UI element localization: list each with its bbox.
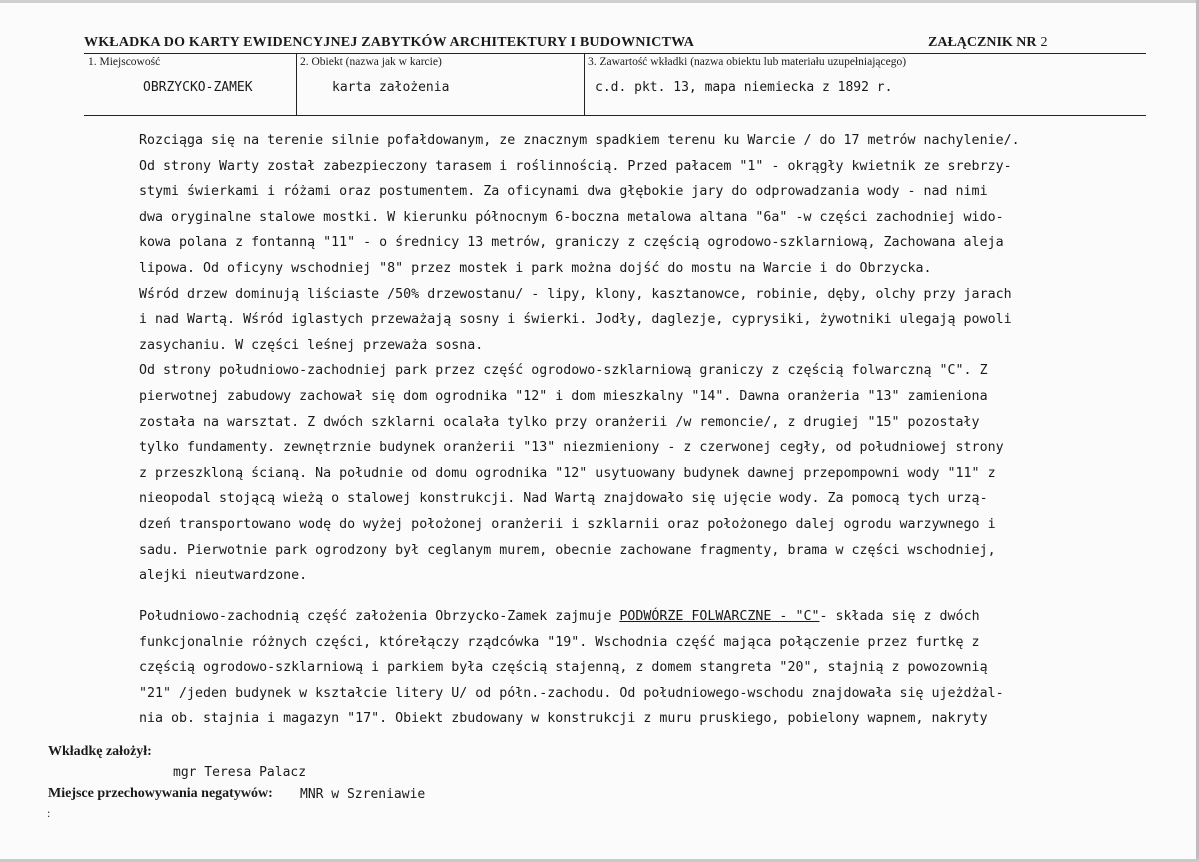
text-line: kowa polana z fontanną "11" - o średnicy 13 metrów, graniczy z częścią ogrodowo-szklarniową, Zachowana aleja <box>139 235 1004 251</box>
form-title: WKŁADKA DO KARTY EWIDENCYJNEJ ZABYTKÓW ARCHITEKTURY I BUDOWNICTWA <box>84 35 695 50</box>
text-line <box>139 604 1059 630</box>
content-value: c.d. pkt. 13, mapa niemiecka z 1892 r. <box>595 80 893 95</box>
content-label: 3. Zawartość wkładki (nazwa obiektu lub materiału uzupełniającego) <box>588 56 907 68</box>
author-label: Wkładkę założył: <box>48 744 152 759</box>
text-line: alejki nieutwardzone. <box>139 568 308 584</box>
negatives-value: MNR w Szreniawie <box>300 787 426 802</box>
text-line: Od strony Warty został zabezpieczony tarasem i roślinnością. Przed pałacem "1" - okrągły kwietnik ze srebrzy- <box>139 158 1012 174</box>
colon-mark: : <box>47 806 51 820</box>
attachment-heading <box>928 35 1048 51</box>
text-segment: - składa się z dwóch <box>819 609 980 624</box>
underlined-heading: PODWÓRZE FOLWARCZNE - "C" <box>619 609 820 624</box>
text-line: sadu. Pierwotnie park ogrodzony był ceglanym murem, obecnie zachowane fragmenty, brama w części wschodniej, <box>139 542 996 558</box>
attachment-number: 2 <box>1040 35 1048 50</box>
text-segment: Południowo-zachodnią część założenia Obrzycko-Zamek zajmuje <box>139 609 620 624</box>
text-line: funkcjonalnie różnych części, którełączy rządcówka "19". Wschodnia część mająca połączenie przez furtkę z <box>139 634 980 650</box>
header-rule <box>84 53 1146 54</box>
text-line: Wśród drzew dominują liściaste /50% drzewostanu/ - lipy, klony, kasztanowce, robinie, dęby, olchy przy jarach <box>139 286 1012 302</box>
author-value: mgr Teresa Palacz <box>173 765 307 780</box>
locality-label: 1. Miejscowość <box>88 56 161 68</box>
scan-edge-top <box>0 0 1199 3</box>
text-line: nieopodal stojącą wieżą o stalowej konstrukcji. Nad Wartą znajdowało się ujęcie wody. Za pomocą tych urzą- <box>139 491 988 507</box>
text-line: zasychaniu. W części leśnej przeważa sosna. <box>139 337 484 353</box>
text-line: dwa oryginalne stalowe mostki. W kierunku północnym 6-boczna metalowa altana "6a" -w części zachodniej wido- <box>139 209 1004 225</box>
body-paragraph-1 <box>139 128 1059 589</box>
text-line: pierwotnej zabudowy zachował się dom ogrodnika "12" i dom mieszkalny "14". Dawna oranżeria "13" zamieniona <box>139 388 988 404</box>
locality-value: OBRZYCKO-ZAMEK <box>143 80 253 95</box>
attachment-label: ZAŁĄCZNIK NR <box>928 35 1037 50</box>
text-line: tylko fundamenty. zewnętrznie budynek oranżerii "13" niezmieniony - z czerwonej cegły, od południowej strony <box>139 440 1004 456</box>
text-line: stymi świerkami i różami oraz postumentem. Za oficynami dwa głębokie jary do odprowadzania wody - nad nimi <box>139 184 988 200</box>
text-line: została na warsztat. Z dwóch szklarni ocalała tylko przy oranżerii /w remoncie/, z drugiej "15" pozostały <box>139 414 980 430</box>
text-line: Rozciąga się na terenie silnie pofałdowanym, ze znacznym spadkiem terenu ku Warcie / do 17 metrów nachylenie/. <box>139 133 1020 148</box>
text-line: z przeszkloną ścianą. Na południe od domu ogrodnika "12" usytuowany budynek dawnej przepompowni wody "11" z <box>139 465 996 481</box>
object-label: 2. Obiekt (nazwa jak w karcie) <box>300 56 442 68</box>
fields-bottom-rule <box>84 115 1146 116</box>
text-line: i nad Wartą. Wśród iglastych przeważają sosny i świerki. Jodły, daglezje, cyprysiki, żywotniki ulegają powoli <box>139 312 1012 328</box>
body-paragraph-2 <box>139 604 1059 732</box>
text-line: Od strony południowo-zachodniej park przez część ogrodowo-szklarniową graniczy z częścią folwarczną "C". Z <box>139 363 988 379</box>
text-line: dzeń transportowano wodę do wyżej położonej oranżerii i szklarnii oraz położonego dalej ogrodu warzywnego i <box>139 516 996 532</box>
negatives-label: Miejsce przechowywania negatywów: <box>48 786 273 801</box>
object-value: karta założenia <box>332 80 450 95</box>
text-line: nia ob. stajnia i magazyn "17". Obiekt zbudowany w konstrukcji z muru pruskiego, pobielony wapnem, nakryty <box>139 711 988 727</box>
text-line: częścią ogrodowo-szklarniową i parkiem była częścią stajenną, z domem stangreta "20", stajnią z powozownią <box>139 660 988 676</box>
text-line: lipowa. Od oficyny wschodniej "8" przez mostek i park można dojść do mostu na Warcie i do Obrzycka. <box>139 260 932 276</box>
field-divider-2 <box>584 53 585 115</box>
field-divider-1 <box>296 53 297 115</box>
text-line: "21" /jeden budynek w kształcie litery U/ od półn.-zachodu. Od południowego-wschodu znajdowała się ujeżdżal- <box>139 685 1004 701</box>
